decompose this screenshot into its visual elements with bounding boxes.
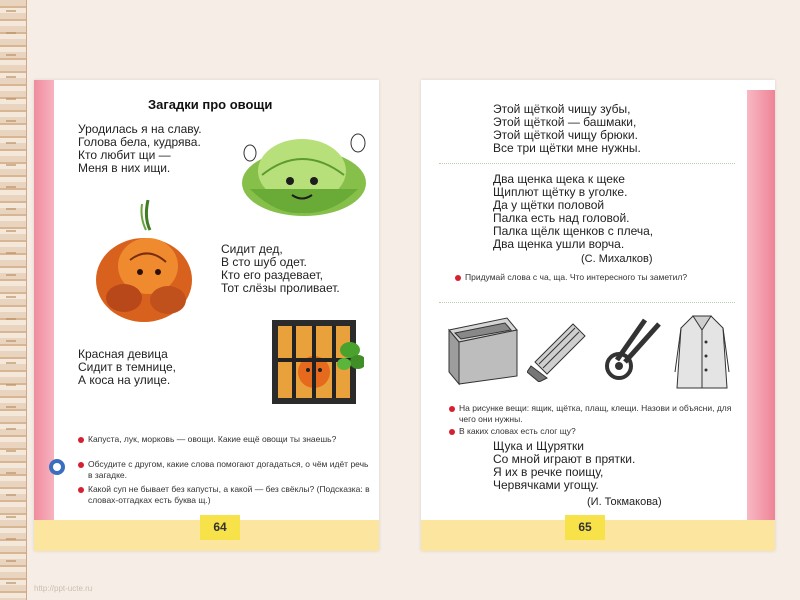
poem-pike: Щука и Щурятки Со мной играют в прятки. Я их в речке поищу, Червячками угощу. xyxy=(493,439,636,492)
page-left xyxy=(34,80,379,551)
page-right xyxy=(421,80,775,551)
task-discuss-words: Обсудите с другом, какие слова помогают догадаться, о чём идёт речь в загадке. xyxy=(88,459,369,480)
page-edge-decoration xyxy=(747,90,775,520)
discussion-icon xyxy=(48,458,66,476)
box-illustration xyxy=(445,316,521,386)
task-name-items: На рисунке вещи: ящик, щётка, плащ, клещи. Назови и объясни, для чего они нужны. xyxy=(459,403,732,424)
page-number-left: 64 xyxy=(200,515,240,540)
watermark: http://ppt-ucte.ru xyxy=(34,584,93,593)
task-syllable-shchu: В каких словах есть слог щу? xyxy=(459,426,576,436)
poem-puppies: Два щенка щека к щеке Щиплют щётку в уголке. Да у щётки половой Палка есть над головой. Палка щёлк щенков с плеча, Два щенка ушли ворча. xyxy=(493,172,654,251)
brush-illustration xyxy=(527,318,591,382)
task-other-vegetables: Капуста, лук, морковь — овощи. Какие ещё овощи ты знаешь? xyxy=(88,434,337,444)
task-make-words: Придумай слова с ча, ща. Что интересного ты заметил? xyxy=(465,272,688,282)
cabbage-illustration xyxy=(236,123,366,223)
section-divider xyxy=(439,302,735,303)
poem-author-tokmakova: (И. Токмакова) xyxy=(587,496,662,508)
task-bullet xyxy=(78,437,84,443)
carrot-in-prison-illustration xyxy=(272,320,364,406)
raincoat-illustration xyxy=(673,312,731,392)
onion-illustration xyxy=(90,200,200,325)
poem-author-mikhalkov: (С. Михалков) xyxy=(581,253,653,265)
task-soup-question: Какой суп не бывает без капусты, а какой — без свёклы? (Подсказка: в словах-отгадках есть буква щ.) xyxy=(88,484,370,505)
riddle-carrot: Красная девица Сидит в темнице, А коса на улице. xyxy=(78,347,176,387)
riddle-onion: Сидит дед, В сто шуб одет. Кто его раздевает, Тот слёзы проливает. xyxy=(221,242,340,295)
riddle-cabbage: Уродилась я на славу. Голова бела, кудрява. Кто любит щи — Меня в них ищи. xyxy=(78,122,202,175)
notebook-binding xyxy=(0,0,27,600)
task-bullet xyxy=(449,406,455,412)
task-bullet xyxy=(455,275,461,281)
page-edge-decoration xyxy=(34,80,54,520)
task-bullet xyxy=(449,429,455,435)
page-number-right: 65 xyxy=(565,515,605,540)
task-bullet xyxy=(78,462,84,468)
section-divider xyxy=(439,163,735,164)
task-bullet xyxy=(78,487,84,493)
poem-brushes: Этой щёткой чищу зубы, Этой щёткой — башмаки, Этой щёткой чищу брюки. Все три щётки мне нужны. xyxy=(493,102,641,155)
pliers-illustration xyxy=(597,316,665,386)
page-title: Загадки про овощи xyxy=(148,97,273,112)
